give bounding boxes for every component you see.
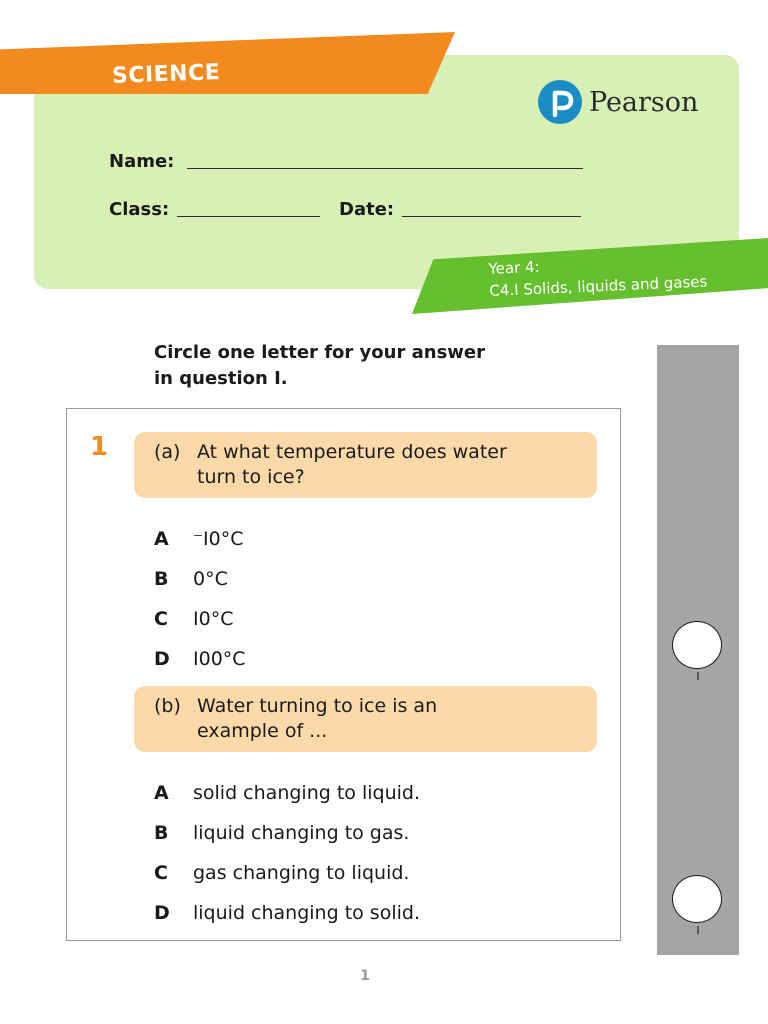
option-letter[interactable]: A	[154, 528, 169, 550]
question-number: 1	[90, 432, 109, 462]
instruction-emphasis: one	[217, 342, 255, 363]
name-field[interactable]	[187, 168, 583, 169]
part-label-a: (a)	[154, 441, 181, 463]
option-b-D[interactable]	[154, 902, 420, 924]
brand-name: Pearson	[589, 86, 699, 118]
mark-box-b[interactable]	[672, 875, 722, 923]
option-letter[interactable]: C	[154, 862, 168, 884]
instruction-line-2: in question I.	[154, 368, 288, 389]
instruction-start: Circle	[154, 342, 212, 363]
class-label: Class:	[109, 199, 170, 220]
option-a-B[interactable]	[154, 568, 228, 590]
question-prompt-b	[134, 686, 597, 752]
option-b-B[interactable]	[154, 822, 409, 844]
option-a-A[interactable]	[154, 528, 244, 550]
option-letter[interactable]: D	[154, 648, 170, 670]
option-text: I00°C	[193, 648, 246, 670]
option-a-C[interactable]	[154, 608, 233, 630]
page-number: 1	[360, 968, 370, 984]
topic-year: Year 4:	[488, 257, 540, 278]
prompt-a-line-2: turn to ice?	[197, 466, 305, 488]
option-letter[interactable]: B	[154, 822, 169, 844]
date-field[interactable]	[402, 216, 581, 217]
option-letter[interactable]: A	[154, 782, 169, 804]
option-a-D[interactable]	[154, 648, 246, 670]
mark-value-a: I	[696, 670, 700, 683]
subject-banner	[0, 32, 455, 94]
name-label: Name:	[109, 151, 175, 172]
subject-label: SCIENCE	[111, 60, 221, 89]
option-text: 0°C	[193, 568, 228, 590]
class-field[interactable]	[177, 216, 320, 217]
option-text: gas changing to liquid.	[193, 862, 410, 884]
option-text: ⁻I0°C	[193, 528, 244, 550]
option-b-C[interactable]	[154, 862, 409, 884]
option-text: I0°C	[193, 608, 234, 630]
topic-title: C4.I Solids, liquids and gases	[489, 272, 708, 300]
pearson-p-icon	[538, 80, 582, 124]
option-text: liquid changing to gas.	[193, 822, 410, 844]
prompt-b-line-1: Water turning to ice is an	[197, 695, 438, 717]
option-letter[interactable]: C	[154, 608, 168, 630]
option-letter[interactable]: D	[154, 902, 170, 924]
instruction	[154, 340, 485, 392]
option-b-A[interactable]	[154, 782, 420, 804]
part-label-b: (b)	[154, 695, 181, 717]
pearson-logo	[538, 80, 698, 124]
prompt-a-line-1: At what temperature does water	[197, 441, 507, 463]
prompt-b-line-2: example of ...	[197, 720, 328, 742]
option-text: liquid changing to solid.	[193, 902, 420, 924]
instruction-end: letter for your answer	[261, 342, 485, 363]
question-prompt-a	[134, 432, 597, 498]
option-text: solid changing to liquid.	[193, 782, 420, 804]
mark-box-a[interactable]	[672, 621, 722, 669]
mark-value-b: I	[696, 924, 700, 937]
option-letter[interactable]: B	[154, 568, 169, 590]
date-label: Date:	[339, 199, 395, 220]
